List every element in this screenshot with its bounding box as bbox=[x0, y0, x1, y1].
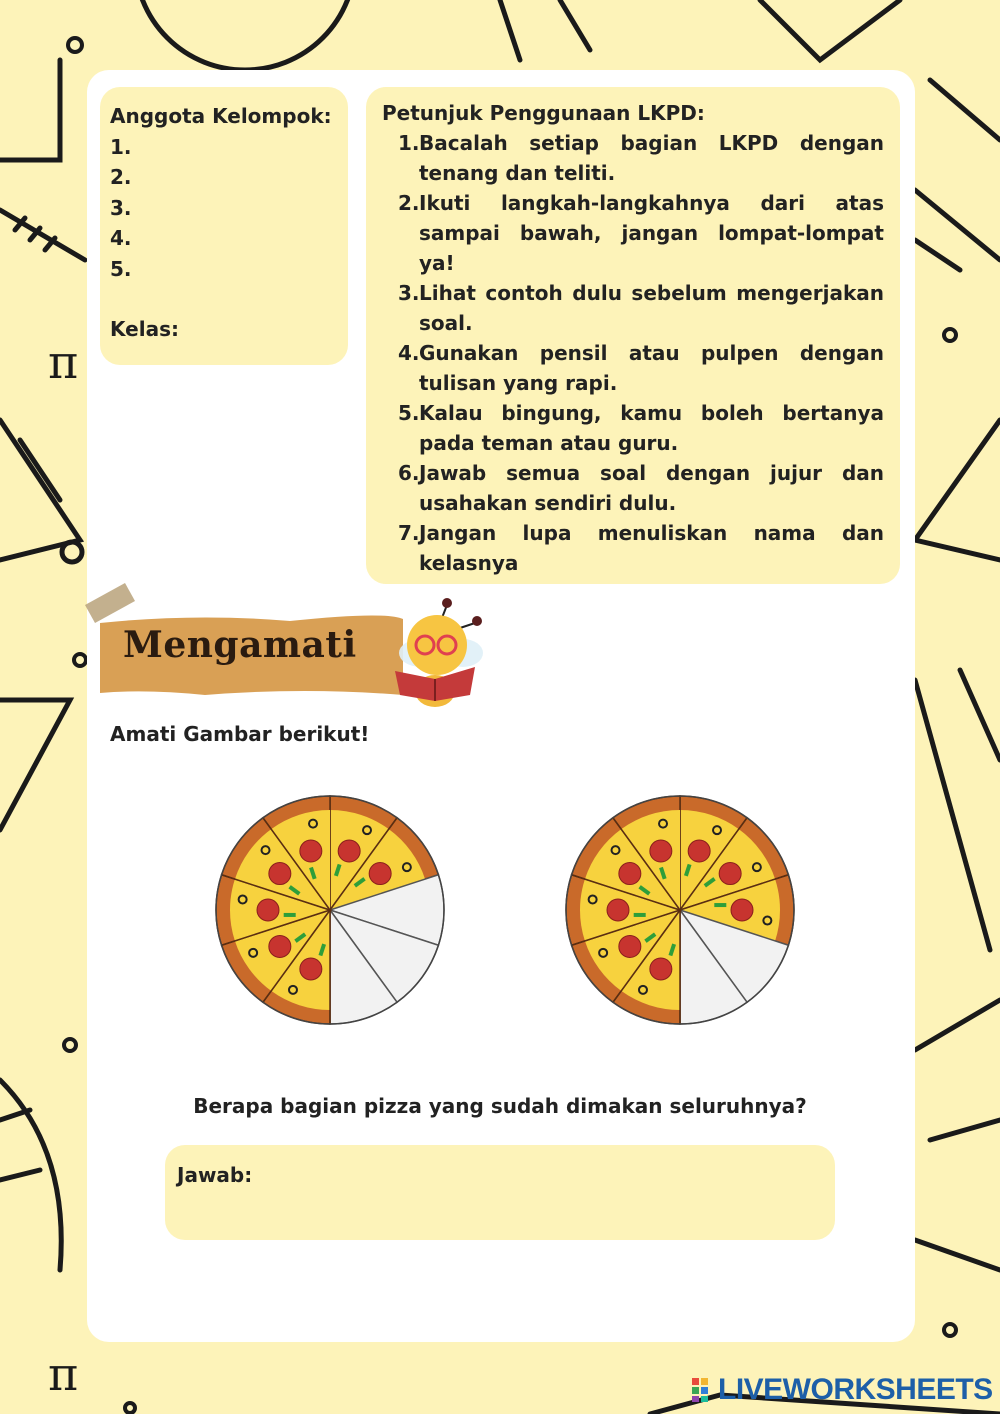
svg-text:π: π bbox=[48, 1347, 79, 1401]
pizza-image-2 bbox=[560, 790, 800, 1030]
instruction-item: 1. Bacalah setiap bagian LKPD dengan tenang dan teliti. bbox=[398, 131, 884, 185]
brand-text: LIVEWORKSHEETS bbox=[718, 1373, 993, 1406]
section-title: Mengamati bbox=[123, 624, 357, 666]
member-slot-2[interactable]: 2. bbox=[110, 165, 132, 189]
instructions-box bbox=[366, 87, 900, 584]
class-label[interactable]: Kelas: bbox=[110, 317, 179, 341]
instruction-item: 4. Gunakan pensil atau pulpen dengan tulisan yang rapi. bbox=[398, 341, 884, 395]
liveworksheets-icon bbox=[692, 1378, 718, 1402]
member-slot-4[interactable]: 4. bbox=[110, 226, 132, 250]
member-slot-5[interactable]: 5. bbox=[110, 256, 132, 281]
svg-text:π: π bbox=[48, 335, 79, 389]
group-members-heading: Anggota Kelompok: bbox=[110, 104, 332, 128]
answer-box[interactable] bbox=[165, 1145, 835, 1240]
group-members-box bbox=[100, 87, 348, 365]
instruction-item: 5. Kalau bingung, kamu boleh bertanya pada teman atau guru. bbox=[398, 401, 884, 455]
member-slot-1[interactable]: 1. bbox=[110, 134, 132, 159]
observe-instruction: Amati Gambar berikut! bbox=[110, 722, 370, 746]
pizza-image-1 bbox=[210, 790, 450, 1030]
bee-reading-icon bbox=[395, 598, 483, 707]
instruction-item: 7. Jangan lupa menuliskan nama dan kelasnya bbox=[398, 521, 884, 575]
member-slot-3[interactable]: 3. bbox=[110, 195, 132, 220]
instructions-title: Petunjuk Penggunaan LKPD: bbox=[382, 101, 705, 125]
question-text: Berapa bagian pizza yang sudah dimakan seluruhnya? bbox=[193, 1094, 807, 1118]
liveworksheets-logo bbox=[692, 1372, 993, 1408]
instructions-list bbox=[382, 128, 884, 578]
instruction-item: 6. Jawab semua soal dengan jujur dan usahakan sendiri dulu. bbox=[398, 461, 884, 515]
answer-label: Jawab: bbox=[177, 1163, 253, 1187]
instruction-item: 3. Lihat contoh dulu sebelum mengerjakan soal. bbox=[398, 281, 884, 335]
instruction-item: 2. Ikuti langkah-langkahnya dari atas sampai bawah, jangan lompat-lompat ya! bbox=[398, 191, 884, 275]
